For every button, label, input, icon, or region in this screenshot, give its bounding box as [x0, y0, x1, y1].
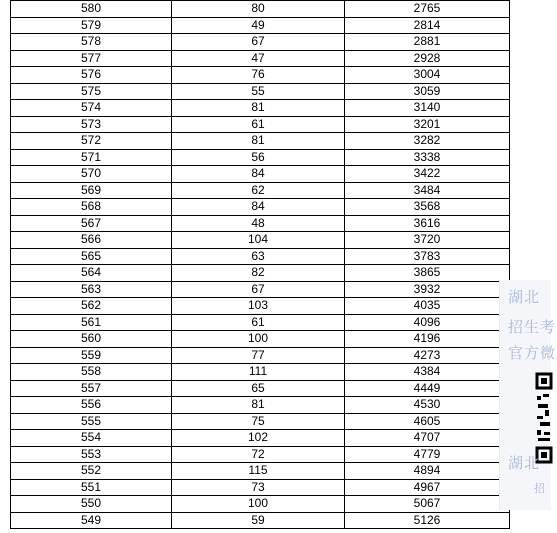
cumulative-cell: 3004 — [345, 67, 510, 84]
cumulative-cell: 3059 — [345, 83, 510, 100]
score-cell: 554 — [11, 430, 172, 447]
table-row — [11, 199, 510, 216]
watermark-text-1: 湖北 — [508, 288, 541, 306]
count-cell: 48 — [172, 215, 345, 232]
score-cell: 574 — [11, 100, 172, 117]
table-row — [11, 1, 510, 18]
cumulative-cell: 4707 — [345, 430, 510, 447]
score-cell: 577 — [11, 50, 172, 67]
watermark-overlay — [499, 280, 557, 510]
count-cell: 63 — [172, 248, 345, 265]
cumulative-cell: 4967 — [345, 479, 510, 496]
count-cell: 102 — [172, 430, 345, 447]
cumulative-cell: 3865 — [345, 265, 510, 282]
count-cell: 104 — [172, 232, 345, 249]
count-cell: 81 — [172, 397, 345, 414]
score-cell: 564 — [11, 265, 172, 282]
table-row — [11, 133, 510, 150]
cumulative-cell: 2765 — [345, 1, 510, 18]
table-row — [11, 116, 510, 133]
table-row — [11, 149, 510, 166]
score-cell: 567 — [11, 215, 172, 232]
cumulative-cell: 4449 — [345, 380, 510, 397]
table-row — [11, 380, 510, 397]
score-cell: 576 — [11, 67, 172, 84]
cumulative-cell: 3282 — [345, 133, 510, 150]
score-cell: 555 — [11, 413, 172, 430]
count-cell: 77 — [172, 347, 345, 364]
cumulative-cell: 4530 — [345, 397, 510, 414]
table-row — [11, 446, 510, 463]
score-cell: 562 — [11, 298, 172, 315]
table-row — [11, 215, 510, 232]
count-cell: 61 — [172, 314, 345, 331]
count-cell: 62 — [172, 182, 345, 199]
score-cell: 557 — [11, 380, 172, 397]
table-row — [11, 479, 510, 496]
table-row — [11, 83, 510, 100]
score-cell: 566 — [11, 232, 172, 249]
score-cell: 560 — [11, 331, 172, 348]
score-distribution-table — [10, 0, 510, 529]
cumulative-cell: 4196 — [345, 331, 510, 348]
count-cell: 81 — [172, 100, 345, 117]
table-row — [11, 347, 510, 364]
cumulative-cell: 2881 — [345, 34, 510, 51]
count-cell: 49 — [172, 17, 345, 34]
table-row — [11, 100, 510, 117]
cumulative-cell: 2928 — [345, 50, 510, 67]
score-cell: 568 — [11, 199, 172, 216]
count-cell: 84 — [172, 199, 345, 216]
score-cell: 552 — [11, 463, 172, 480]
table-row — [11, 496, 510, 513]
count-cell: 72 — [172, 446, 345, 463]
cumulative-cell: 2814 — [345, 17, 510, 34]
cumulative-cell: 4779 — [345, 446, 510, 463]
cumulative-cell: 4384 — [345, 364, 510, 381]
table-row — [11, 281, 510, 298]
table-row — [11, 50, 510, 67]
count-cell: 75 — [172, 413, 345, 430]
score-cell: 556 — [11, 397, 172, 414]
score-cell: 553 — [11, 446, 172, 463]
score-cell: 570 — [11, 166, 172, 183]
count-cell: 82 — [172, 265, 345, 282]
cumulative-cell: 5126 — [345, 512, 510, 529]
score-cell: 579 — [11, 17, 172, 34]
table-row — [11, 397, 510, 414]
score-cell: 550 — [11, 496, 172, 513]
table-row — [11, 34, 510, 51]
count-cell: 115 — [172, 463, 345, 480]
cumulative-cell: 3422 — [345, 166, 510, 183]
table-row — [11, 430, 510, 447]
score-cell: 563 — [11, 281, 172, 298]
watermark-text-2: 招生考 — [508, 318, 557, 336]
table-row — [11, 17, 510, 34]
cumulative-cell: 3932 — [345, 281, 510, 298]
count-cell: 100 — [172, 496, 345, 513]
count-cell: 76 — [172, 67, 345, 84]
count-cell: 47 — [172, 50, 345, 67]
table-row — [11, 331, 510, 348]
cumulative-cell: 5067 — [345, 496, 510, 513]
score-cell: 565 — [11, 248, 172, 265]
table-row — [11, 67, 510, 84]
score-cell: 580 — [11, 1, 172, 18]
count-cell: 73 — [172, 479, 345, 496]
count-cell: 65 — [172, 380, 345, 397]
cumulative-cell: 3201 — [345, 116, 510, 133]
cumulative-cell: 4096 — [345, 314, 510, 331]
table-row — [11, 413, 510, 430]
score-cell: 575 — [11, 83, 172, 100]
score-cell: 573 — [11, 116, 172, 133]
count-cell: 103 — [172, 298, 345, 315]
count-cell: 80 — [172, 1, 345, 18]
count-cell: 59 — [172, 512, 345, 529]
count-cell: 55 — [172, 83, 345, 100]
cumulative-cell: 3568 — [345, 199, 510, 216]
count-cell: 56 — [172, 149, 345, 166]
table-row — [11, 182, 510, 199]
count-cell: 61 — [172, 116, 345, 133]
score-cell: 558 — [11, 364, 172, 381]
cumulative-cell: 3616 — [345, 215, 510, 232]
table-row — [11, 248, 510, 265]
table-row — [11, 314, 510, 331]
score-cell: 569 — [11, 182, 172, 199]
table-row — [11, 265, 510, 282]
cumulative-cell: 3484 — [345, 182, 510, 199]
score-cell: 572 — [11, 133, 172, 150]
score-cell: 571 — [11, 149, 172, 166]
score-cell: 549 — [11, 512, 172, 529]
cumulative-cell: 3783 — [345, 248, 510, 265]
table-row — [11, 364, 510, 381]
table-row — [11, 463, 510, 480]
table-row — [11, 232, 510, 249]
score-cell: 578 — [11, 34, 172, 51]
count-cell: 100 — [172, 331, 345, 348]
count-cell: 67 — [172, 34, 345, 51]
table-row — [11, 166, 510, 183]
watermark-text-3: 官方微 — [508, 344, 557, 362]
table-row — [11, 512, 510, 529]
count-cell: 84 — [172, 166, 345, 183]
watermark-text-5: 招 — [534, 482, 546, 495]
count-cell: 111 — [172, 364, 345, 381]
score-cell: 559 — [11, 347, 172, 364]
cumulative-cell: 4605 — [345, 413, 510, 430]
table-row — [11, 298, 510, 315]
cumulative-cell: 4035 — [345, 298, 510, 315]
cumulative-cell: 3338 — [345, 149, 510, 166]
cumulative-cell: 3140 — [345, 100, 510, 117]
cumulative-cell: 3720 — [345, 232, 510, 249]
score-cell: 561 — [11, 314, 172, 331]
count-cell: 81 — [172, 133, 345, 150]
cumulative-cell: 4273 — [345, 347, 510, 364]
count-cell: 67 — [172, 281, 345, 298]
watermark-text-4: 湖北 — [508, 454, 541, 472]
score-cell: 551 — [11, 479, 172, 496]
cumulative-cell: 4894 — [345, 463, 510, 480]
table-body — [11, 1, 510, 529]
